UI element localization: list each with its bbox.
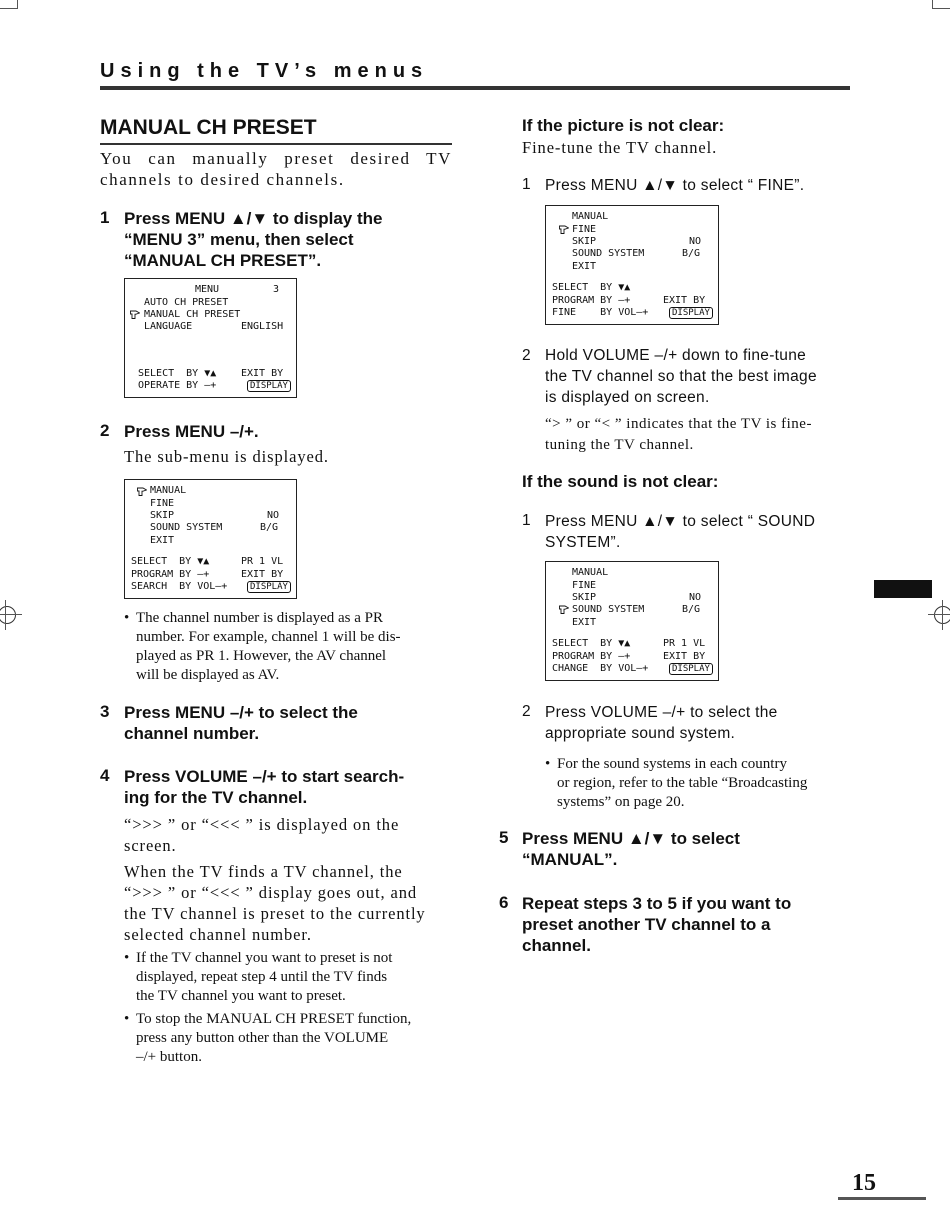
step-text <box>545 511 850 553</box>
osd-item: LANGUAGE <box>144 321 193 332</box>
step-line: preset another TV channel to a <box>522 915 771 934</box>
osd-item: EXIT <box>572 261 597 272</box>
step-line: is displayed on screen. <box>545 389 710 406</box>
step-6-text <box>522 893 791 956</box>
osd-sound-system-menu <box>545 561 719 681</box>
crop-mark <box>0 8 18 9</box>
osd-item: FINE <box>150 498 175 509</box>
osd-footer: CHANGE BY VOL–+ <box>552 663 649 674</box>
step-line: Press MENU ▲/▼ to select <box>522 829 740 848</box>
section-title: MANUAL CH PRESET <box>100 116 317 139</box>
osd-title: MENU <box>195 284 220 295</box>
body-line: “>>> ” or “<<< ” display goes out, and <box>124 883 418 902</box>
bullet-line: or region, refer to the table “Broadcasting <box>557 775 808 791</box>
osd-footer: SELECT BY ▼▲ <box>552 638 631 649</box>
page-header-title: Using the TV’s menus <box>100 60 429 82</box>
note-line: tuning the TV channel. <box>545 437 694 453</box>
osd-footer: SELECT BY ▼▲ <box>552 282 631 293</box>
osd-item: AUTO CH PRESET <box>144 297 229 308</box>
bullet-line: number. For example, channel 1 will be dis- <box>136 629 401 645</box>
step-3-text <box>124 702 358 744</box>
osd-footer: PR 1 VL <box>663 638 706 649</box>
step-line: Press MENU –/+ to select the <box>124 703 358 722</box>
crop-mark <box>17 0 18 9</box>
body-line: the TV channel is preset to the currently <box>124 904 426 923</box>
osd-item: SOUND SYSTEM <box>572 248 645 259</box>
step-number: 6 <box>499 893 509 912</box>
display-button-label: DISPLAY <box>247 581 291 593</box>
step-number: 1 <box>522 176 531 193</box>
hand-pointer-icon <box>559 605 569 614</box>
osd-item: SKIP <box>572 592 597 603</box>
step-line: channel. <box>522 936 591 955</box>
bullet-line: The channel number is displayed as a PR <box>136 610 384 626</box>
subheading-desc: Fine-tune the TV channel. <box>522 138 718 157</box>
crop-mark <box>0 614 22 615</box>
osd-item-selected: SOUND SYSTEM <box>572 604 645 615</box>
bullet-line: –/+ button. <box>136 1049 202 1065</box>
section-side-tab <box>874 580 932 598</box>
osd-footer: SEARCH BY VOL–+ <box>131 581 228 592</box>
osd-item-value: B/G <box>682 248 701 259</box>
step-5-text <box>522 828 740 870</box>
osd-item: MANUAL <box>572 567 609 578</box>
crop-mark <box>928 614 950 615</box>
osd-manual-submenu <box>124 479 297 599</box>
osd-fine-menu <box>545 205 719 325</box>
step-line: Press VOLUME –/+ to select the <box>545 704 778 721</box>
intro-text: You can manually preset desired TV channels to desired channels. <box>100 149 452 189</box>
step-line: Hold VOLUME –/+ down to fine-tune <box>545 347 807 364</box>
osd-item: MANUAL <box>572 211 609 222</box>
osd-item: SOUND SYSTEM <box>150 522 223 533</box>
body-line: selected channel number. <box>124 925 312 944</box>
step-number: 1 <box>100 208 110 227</box>
bullet-note: • The channel number is displayed as a PR number. For example, channel 1 will be dis- played as PR 1. However, the AV channel will be displayed as AV. <box>136 609 452 685</box>
bullet-line: the TV channel you want to preset. <box>136 988 346 1004</box>
step-text: Press MENU ▲/▼ to select “ FINE”. <box>545 177 805 194</box>
osd-item: EXIT <box>572 617 597 628</box>
display-button-label: DISPLAY <box>669 307 713 319</box>
osd-item-value: B/G <box>260 522 279 533</box>
osd-footer: EXIT BY <box>241 569 284 580</box>
step-2-text: Press MENU –/+. <box>124 422 259 441</box>
osd-item-value: NO <box>267 510 280 521</box>
bullet-line: press any button other than the VOLUME <box>136 1030 389 1046</box>
step-number: 2 <box>522 347 531 364</box>
crop-mark <box>5 600 6 630</box>
page-number-rule <box>838 1197 926 1200</box>
hand-pointer-icon <box>137 487 147 496</box>
osd-footer: EXIT BY <box>241 368 284 379</box>
step-line: Press MENU ▲/▼ to display the <box>124 209 383 228</box>
header-rule <box>100 86 850 90</box>
subheading-sound: If the sound is not clear: <box>522 472 719 491</box>
step-line: Repeat steps 3 to 5 if you want to <box>522 894 792 913</box>
bullet-line: If the TV channel you want to preset is not <box>136 950 393 966</box>
bullet-note: • If the TV channel you want to preset is not displayed, repeat step 4 until the TV finds the TV channel you want to preset. <box>136 949 452 1006</box>
step-line: “MANUAL CH PRESET”. <box>124 251 322 270</box>
osd-footer: EXIT BY <box>663 651 706 662</box>
bullet-line: For the sound systems in each country <box>557 756 787 772</box>
osd-item-selected: MANUAL CH PRESET <box>144 309 241 320</box>
osd-item-value: B/G <box>682 604 701 615</box>
registration-mark <box>0 606 16 624</box>
step-4-text <box>124 766 404 808</box>
step-line: channel number. <box>124 724 260 743</box>
osd-footer: PROGRAM BY –+ <box>552 295 631 306</box>
osd-footer: PROGRAM BY –+ <box>552 651 631 662</box>
osd-item-selected: FINE <box>572 224 597 235</box>
bullet-line: will be displayed as AV. <box>136 667 280 683</box>
bullet-line: displayed, repeat step 4 until the TV finds <box>136 969 388 985</box>
crop-mark <box>942 600 943 630</box>
step-line: “MANUAL”. <box>522 850 618 869</box>
hand-pointer-icon <box>130 310 140 319</box>
osd-item: SKIP <box>572 236 597 247</box>
body-line: screen. <box>124 836 177 855</box>
subheading-picture: If the picture is not clear: <box>522 116 725 135</box>
body-line: “>>> ” or “<<< ” is displayed on the <box>124 815 400 834</box>
osd-item: EXIT <box>150 535 175 546</box>
step-number: 2 <box>100 421 110 440</box>
osd-footer: FINE BY VOL–+ <box>552 307 649 318</box>
osd-item-value: NO <box>689 592 702 603</box>
osd-item-value: NO <box>689 236 702 247</box>
bullet-line: played as PR 1. However, the AV channel <box>136 648 387 664</box>
step-line: SYSTEM”. <box>545 534 621 551</box>
step-text <box>545 345 850 408</box>
note-text <box>545 414 850 456</box>
body-line: When the TV finds a TV channel, the <box>124 862 403 881</box>
crop-mark <box>932 8 950 9</box>
bullet-note: • For the sound systems in each country or region, refer to the table “Broadcasting systems” on page 20. <box>557 755 850 812</box>
display-button-label: DISPLAY <box>247 380 291 392</box>
bullet-line: systems” on page 20. <box>557 794 685 810</box>
note-line: “> ” or “< ” indicates that the TV is fine- <box>545 416 812 432</box>
section-rule <box>100 143 452 145</box>
step-line: Press MENU ▲/▼ to select “ SOUND <box>545 513 816 530</box>
step-line: Press VOLUME –/+ to start search- <box>124 767 405 786</box>
osd-footer: EXIT BY <box>663 295 706 306</box>
body-paragraph <box>124 814 452 856</box>
display-button-label: DISPLAY <box>669 663 713 675</box>
crop-mark <box>932 0 933 9</box>
osd-footer: SELECT BY ▼▲ <box>138 368 217 379</box>
step-line: “MENU 3” menu, then select <box>124 230 354 249</box>
step-line: ing for the TV channel. <box>124 788 308 807</box>
osd-page: 3 <box>273 284 280 295</box>
hand-pointer-icon <box>559 225 569 234</box>
step-number: 1 <box>522 512 531 529</box>
step-2-desc: The sub-menu is displayed. <box>124 447 329 466</box>
bullet-note: • To stop the MANUAL CH PRESET function, press any button other than the VOLUME –/+ button. <box>136 1010 452 1067</box>
osd-item: SKIP <box>150 510 175 521</box>
step-number: 3 <box>100 702 110 721</box>
osd-footer: PR 1 VL <box>241 556 284 567</box>
step-line: the TV channel so that the best image <box>545 368 817 385</box>
bullet-line: To stop the MANUAL CH PRESET function, <box>136 1011 412 1027</box>
osd-item-selected: MANUAL <box>150 485 187 496</box>
step-number: 4 <box>100 766 110 785</box>
osd-item: FINE <box>572 580 597 591</box>
page-number: 15 <box>852 1170 876 1196</box>
osd-menu-3 <box>124 278 297 398</box>
step-line: appropriate sound system. <box>545 725 736 742</box>
osd-item-value: ENGLISH <box>241 321 284 332</box>
osd-footer: SELECT BY ▼▲ <box>131 556 210 567</box>
osd-footer: OPERATE BY –+ <box>138 380 217 391</box>
step-1-text <box>124 208 454 271</box>
step-text <box>545 702 850 744</box>
osd-footer: PROGRAM BY –+ <box>131 569 210 580</box>
body-paragraph <box>124 861 452 945</box>
step-number: 2 <box>522 703 531 720</box>
step-number: 5 <box>499 828 509 847</box>
